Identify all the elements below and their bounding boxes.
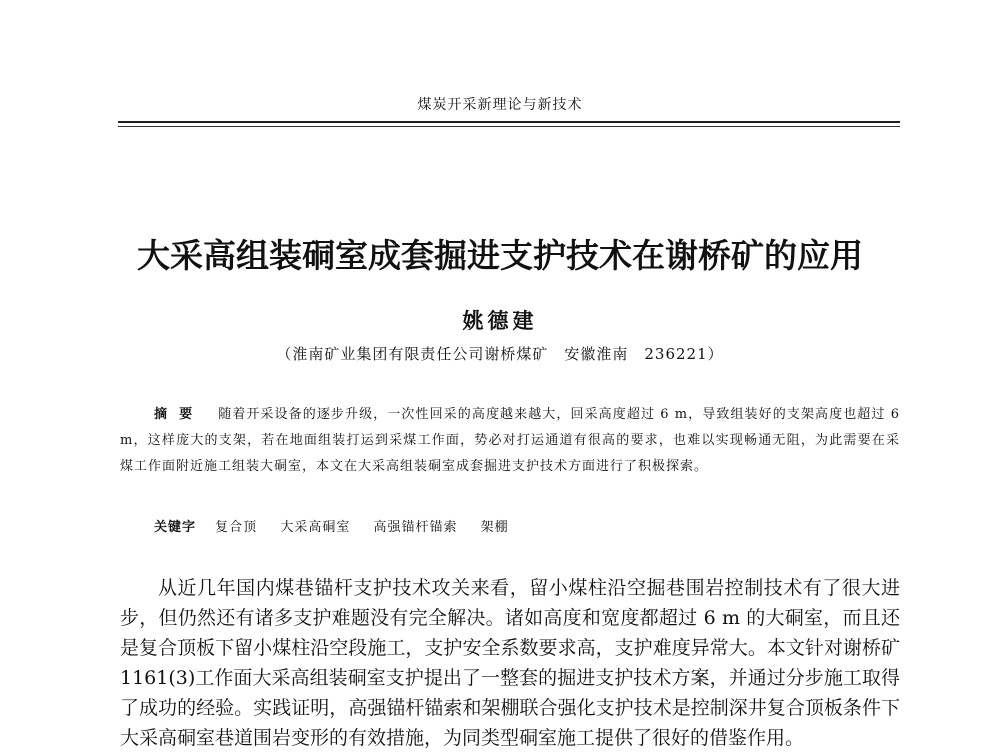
body-text [120, 573, 900, 753]
keyword-item: 复合顶 [215, 520, 258, 535]
keyword-item: 大采高硐室 [280, 520, 351, 535]
abstract-label: 摘要 [154, 407, 205, 422]
header-rule-thick [118, 121, 900, 123]
abstract [120, 402, 900, 480]
keyword-item: 高强锚杆锚索 [373, 520, 458, 535]
header-rule-thin [118, 126, 900, 127]
keywords [154, 516, 894, 535]
author-name: 姚德建 [462, 308, 538, 333]
body-paragraph: 从近几年国内煤巷锚杆支护技术攻关来看，留小煤柱沿空掘巷围岩控制技术有了很大进步，但仍然还有诸多支护难题没有完全解决。诸如高度和宽度都超过 6 m 的大硐室，而且还是复合顶板下留小煤柱沿空段施工，支护安全系数要求高，支护难度异常大。本文针对谢桥矿1161(3)工作面大采高组装硐室支护提出了一整套的掘进支护技术方案，并通过分步施工取得了成功的经验。实践证明，高强锚杆锚索和架棚联合强化支护技术是控制深井复合顶板条件下大采高硐室巷道围岩变形的有效措施，为同类型硐室施工提供了很好的借鉴作用。 [120, 577, 900, 749]
keyword-item: 架棚 [480, 520, 509, 535]
keywords-label: 关键字 [154, 520, 197, 535]
running-header: 煤炭开采新理论与新技术 [417, 97, 583, 113]
article-title: 大采高组装硐室成套掘进支护技术在谢桥矿的应用 [137, 236, 863, 275]
author-affiliation: （淮南矿业集团有限责任公司谢桥煤矿 安徽淮南 236221） [276, 345, 724, 363]
abstract-text: 随着开采设备的逐步升级，一次性回采的高度越来越大，回采高度超过 6 m，导致组装好的支架高度也超过 6 m，这样庞大的支架，若在地面组装打运到采煤工作面，势必对打运通道有很高的要求，也难以实现畅通无阻，为此需要在采煤工作面附近施工组装大硐室，本文在大采高组装硐室成套掘进支护技术方面进行了积极探索。 [120, 407, 900, 474]
